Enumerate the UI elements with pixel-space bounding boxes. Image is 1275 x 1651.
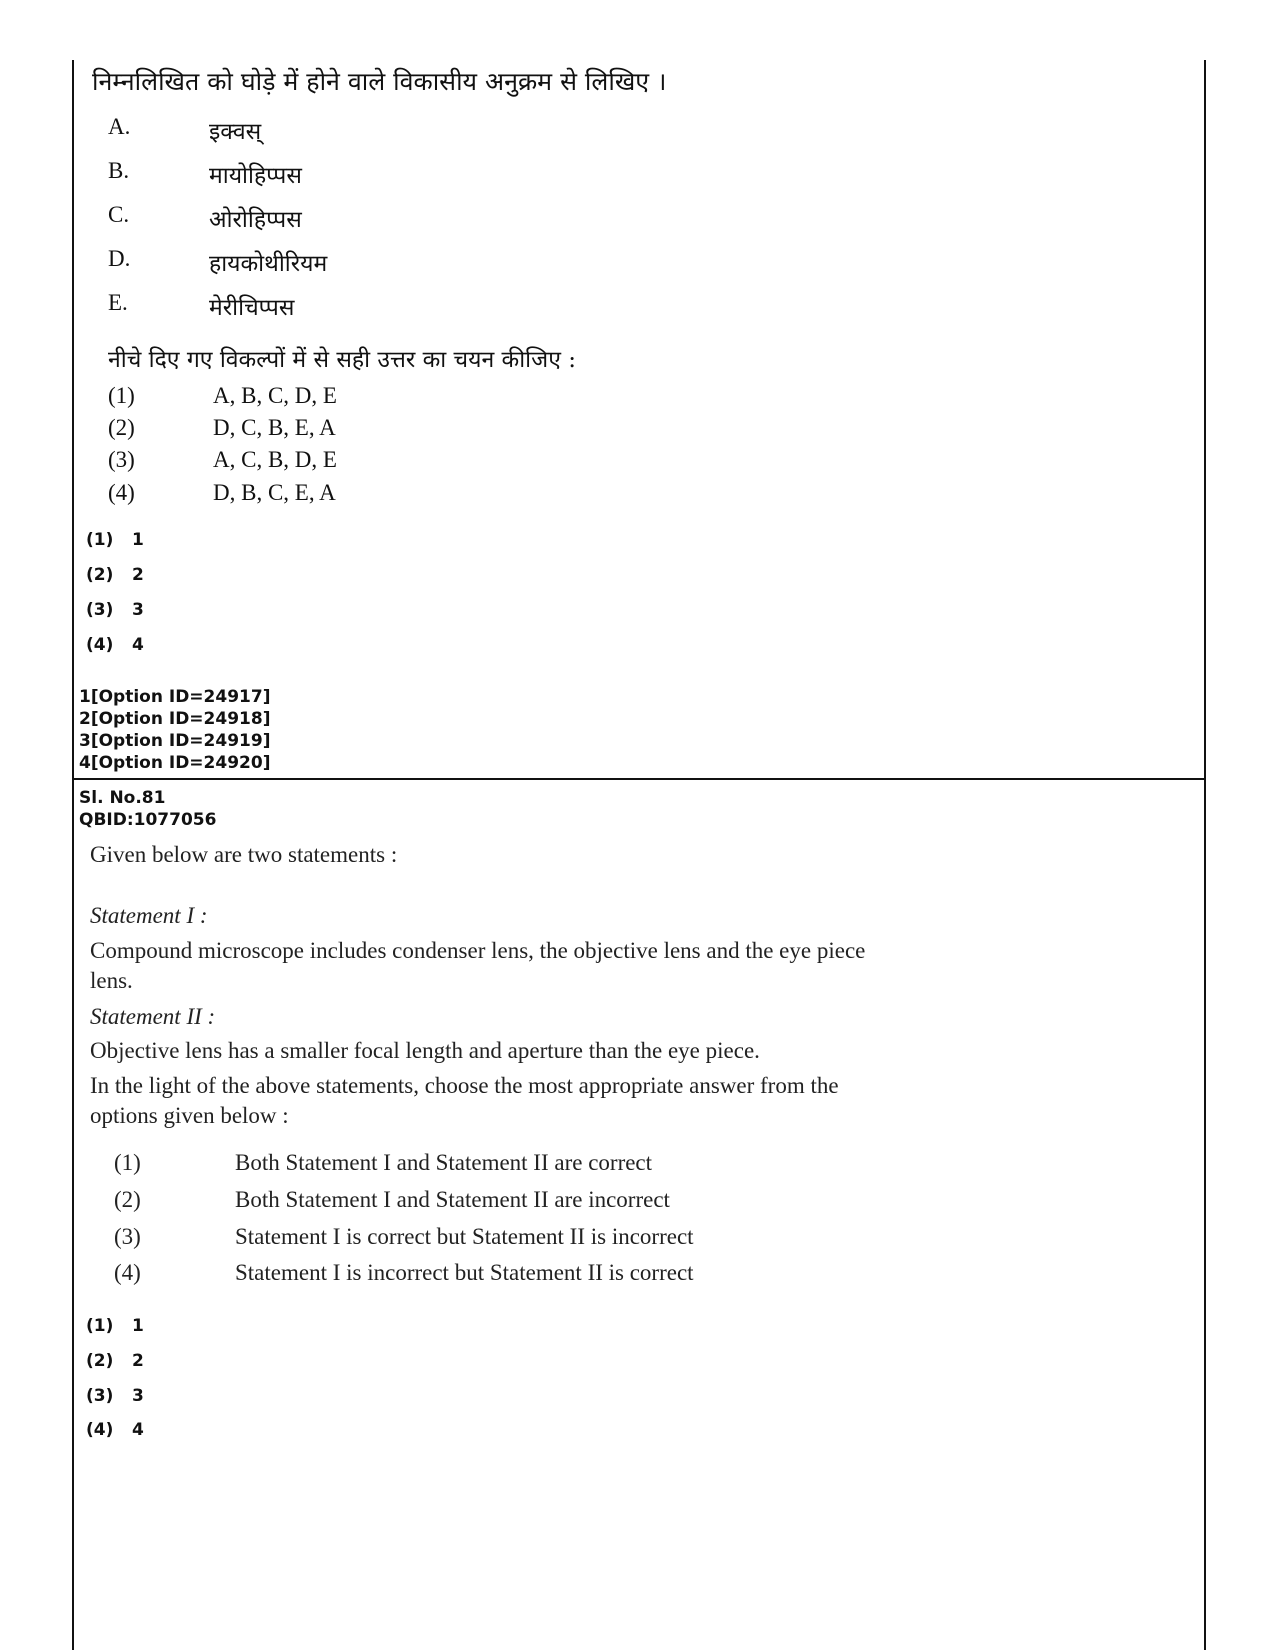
question-instruction: नीचे दिए गए विकल्पों में से सही उत्तर का चयन कीजिए :	[108, 347, 576, 373]
option-id: 1[Option ID=24917]	[79, 687, 271, 707]
option-number: (3)	[108, 447, 135, 472]
answer-choice[interactable]	[86, 530, 144, 550]
item-label: D.	[108, 246, 131, 271]
answer-choice[interactable]	[86, 1420, 144, 1440]
option-number: (3)	[114, 1224, 141, 1249]
answer-value: 2	[132, 1351, 144, 1371]
answer-key: (1)	[86, 530, 114, 550]
page-border-right	[1204, 60, 1206, 1650]
answer-key: (2)	[86, 1351, 114, 1371]
item-label: A.	[108, 114, 131, 139]
option-text: D, C, B, E, A	[213, 415, 336, 440]
statement-1-text: Compound microscope includes condenser lens, the objective lens and the eye piece	[90, 938, 866, 963]
option-text: A, B, C, D, E	[213, 383, 337, 408]
option-text: D, B, C, E, A	[213, 480, 336, 505]
option-text: Both Statement I and Statement II are correct	[235, 1150, 653, 1175]
answer-key: (2)	[86, 565, 114, 585]
option-text: Statement I is correct but Statement II is incorrect	[235, 1224, 694, 1249]
page-border-left	[72, 60, 74, 1650]
option-number: (4)	[108, 480, 135, 505]
option-number: (2)	[114, 1187, 141, 1212]
statement-1-text-cont: lens.	[90, 968, 133, 993]
option-text: Both Statement I and Statement II are incorrect	[235, 1187, 670, 1212]
question-bank-id: QBID:1077056	[79, 810, 217, 830]
option-number: (1)	[114, 1150, 141, 1175]
answer-value: 3	[132, 600, 144, 620]
answer-choice[interactable]	[86, 1386, 144, 1406]
answer-value: 4	[132, 1420, 144, 1440]
option-number: (4)	[114, 1260, 141, 1285]
answer-key: (4)	[86, 1420, 114, 1440]
item-label: C.	[108, 202, 130, 227]
option-id: 2[Option ID=24918]	[79, 709, 271, 729]
answer-key: (3)	[86, 1386, 114, 1406]
answer-key: (1)	[86, 1316, 114, 1336]
item-text: इक्वस्	[209, 119, 262, 145]
answer-value: 1	[132, 530, 144, 550]
answer-value: 2	[132, 565, 144, 585]
answer-value: 1	[132, 1316, 144, 1336]
option-text: A, C, B, D, E	[213, 447, 337, 472]
answer-choice[interactable]	[86, 565, 144, 585]
question-title: निम्नलिखित को घोड़े में होने वाले विकासीय अनुक्रम से लिखिए ।	[92, 67, 667, 96]
question-prompt: In the light of the above statements, choose the most appropriate answer from the	[90, 1073, 839, 1098]
statement-1-label: Statement I :	[90, 903, 208, 928]
statement-2-label: Statement II :	[90, 1004, 216, 1029]
item-text: मायोहिप्पस	[209, 163, 302, 189]
option-text: Statement I is incorrect but Statement II is correct	[235, 1260, 694, 1285]
item-label: B.	[108, 158, 130, 183]
statement-2-text: Objective lens has a smaller focal length and aperture than the eye piece.	[90, 1038, 760, 1063]
answer-choice[interactable]	[86, 635, 144, 655]
question-intro: Given below are two statements :	[90, 842, 398, 867]
answer-choice[interactable]	[86, 600, 144, 620]
option-number: (1)	[108, 383, 135, 408]
answer-choice[interactable]	[86, 1351, 144, 1371]
question-divider	[72, 778, 1206, 780]
item-text: मेरीचिप्पस	[209, 295, 295, 321]
answer-key: (3)	[86, 600, 114, 620]
option-number: (2)	[108, 415, 135, 440]
item-text: हायकोथीरियम	[209, 251, 328, 277]
answer-value: 3	[132, 1386, 144, 1406]
item-label: E.	[108, 290, 128, 315]
item-text: ओरोहिप्पस	[209, 207, 302, 233]
answer-key: (4)	[86, 635, 114, 655]
option-id: 3[Option ID=24919]	[79, 731, 271, 751]
answer-choice[interactable]	[86, 1316, 144, 1336]
answer-value: 4	[132, 635, 144, 655]
option-id: 4[Option ID=24920]	[79, 753, 271, 773]
question-prompt-cont: options given below :	[90, 1103, 289, 1128]
serial-number: Sl. No.81	[79, 788, 166, 808]
